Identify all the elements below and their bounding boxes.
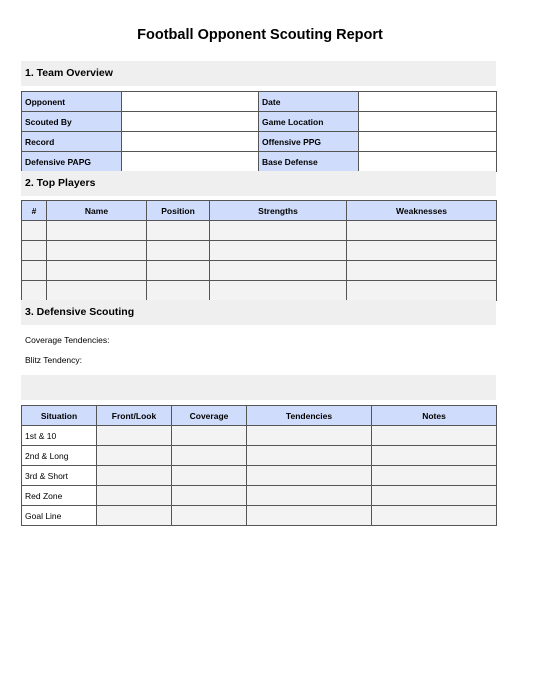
player-cell[interactable] — [347, 281, 497, 301]
overview-label-offensive-ppg: Offensive PPG — [259, 132, 359, 152]
player-cell[interactable] — [147, 241, 210, 261]
players-header-position: Position — [147, 201, 210, 221]
situation-cell[interactable] — [97, 426, 172, 446]
overview-label-defensive-papg: Defensive PAPG — [22, 152, 122, 172]
situation-cell[interactable] — [97, 466, 172, 486]
player-cell[interactable] — [147, 261, 210, 281]
date-field[interactable] — [359, 92, 497, 112]
overview-label-base-defense: Base Defense — [259, 152, 359, 172]
situation-header-front-look: Front/Look — [97, 406, 172, 426]
overview-label-record: Record — [22, 132, 122, 152]
player-cell[interactable] — [22, 221, 47, 241]
players-header-weaknesses: Weaknesses — [347, 201, 497, 221]
situation-label: 1st & 10 — [22, 426, 97, 446]
table-row — [22, 281, 497, 301]
players-header-strengths: Strengths — [210, 201, 347, 221]
player-cell[interactable] — [22, 281, 47, 301]
situation-header-notes: Notes — [372, 406, 497, 426]
situation-cell[interactable] — [247, 446, 372, 466]
situation-cell[interactable] — [247, 486, 372, 506]
situation-header-coverage: Coverage — [172, 406, 247, 426]
table-row — [22, 466, 497, 486]
overview-label-opponent: Opponent — [22, 92, 122, 112]
coverage-tendencies-label: Coverage Tendencies: — [25, 335, 110, 345]
opponent-field[interactable] — [122, 92, 259, 112]
overview-label-game-location: Game Location — [259, 112, 359, 132]
situation-cell[interactable] — [172, 486, 247, 506]
game-location-field[interactable] — [359, 112, 497, 132]
table-row — [22, 241, 497, 261]
top-players-table — [21, 200, 497, 301]
situation-header-situation: Situation — [22, 406, 97, 426]
table-row — [22, 446, 497, 466]
situation-label: 2nd & Long — [22, 446, 97, 466]
situation-label: Red Zone — [22, 486, 97, 506]
base-defense-field[interactable] — [359, 152, 497, 172]
situation-cell[interactable] — [372, 446, 497, 466]
situation-cell[interactable] — [97, 446, 172, 466]
player-cell[interactable] — [147, 281, 210, 301]
situation-cell[interactable] — [247, 506, 372, 526]
blank-gray-band — [21, 375, 496, 400]
player-cell[interactable] — [210, 241, 347, 261]
table-row — [22, 221, 497, 241]
situation-cell[interactable] — [247, 466, 372, 486]
section-header-team-overview: 1. Team Overview — [21, 61, 496, 86]
section-header-defensive-scouting: 3. Defensive Scouting — [21, 300, 496, 325]
situation-cell[interactable] — [372, 486, 497, 506]
player-cell[interactable] — [210, 221, 347, 241]
player-cell[interactable] — [210, 281, 347, 301]
situation-cell[interactable] — [372, 426, 497, 446]
team-overview-table — [21, 91, 497, 172]
player-cell[interactable] — [147, 221, 210, 241]
players-header-name: Name — [47, 201, 147, 221]
player-cell[interactable] — [47, 221, 147, 241]
page-title: Football Opponent Scouting Report — [137, 27, 383, 43]
scouted-by-field[interactable] — [122, 112, 259, 132]
situation-cell[interactable] — [372, 506, 497, 526]
player-cell[interactable] — [47, 281, 147, 301]
table-row — [22, 426, 497, 446]
situation-cell[interactable] — [372, 466, 497, 486]
situation-cell[interactable] — [172, 466, 247, 486]
player-cell[interactable] — [210, 261, 347, 281]
table-row — [22, 261, 497, 281]
player-cell[interactable] — [347, 261, 497, 281]
offensive-ppg-field[interactable] — [359, 132, 497, 152]
player-cell[interactable] — [47, 241, 147, 261]
player-cell[interactable] — [347, 221, 497, 241]
table-row — [22, 506, 497, 526]
player-cell[interactable] — [22, 241, 47, 261]
overview-label-scouted-by: Scouted By — [22, 112, 122, 132]
players-header-number: # — [22, 201, 47, 221]
overview-label-date: Date — [259, 92, 359, 112]
situation-table — [21, 405, 497, 526]
section-header-top-players: 2. Top Players — [21, 171, 496, 196]
table-row — [22, 486, 497, 506]
blitz-tendency-label: Blitz Tendency: — [25, 355, 83, 365]
situation-cell[interactable] — [97, 506, 172, 526]
situation-cell[interactable] — [172, 506, 247, 526]
situation-cell[interactable] — [97, 486, 172, 506]
player-cell[interactable] — [47, 261, 147, 281]
player-cell[interactable] — [22, 261, 47, 281]
situation-label: Goal Line — [22, 506, 97, 526]
record-field[interactable] — [122, 132, 259, 152]
situation-cell[interactable] — [172, 426, 247, 446]
situation-label: 3rd & Short — [22, 466, 97, 486]
defensive-papg-field[interactable] — [122, 152, 259, 172]
situation-header-tendencies: Tendencies — [247, 406, 372, 426]
situation-cell[interactable] — [172, 446, 247, 466]
situation-cell[interactable] — [247, 426, 372, 446]
player-cell[interactable] — [347, 241, 497, 261]
